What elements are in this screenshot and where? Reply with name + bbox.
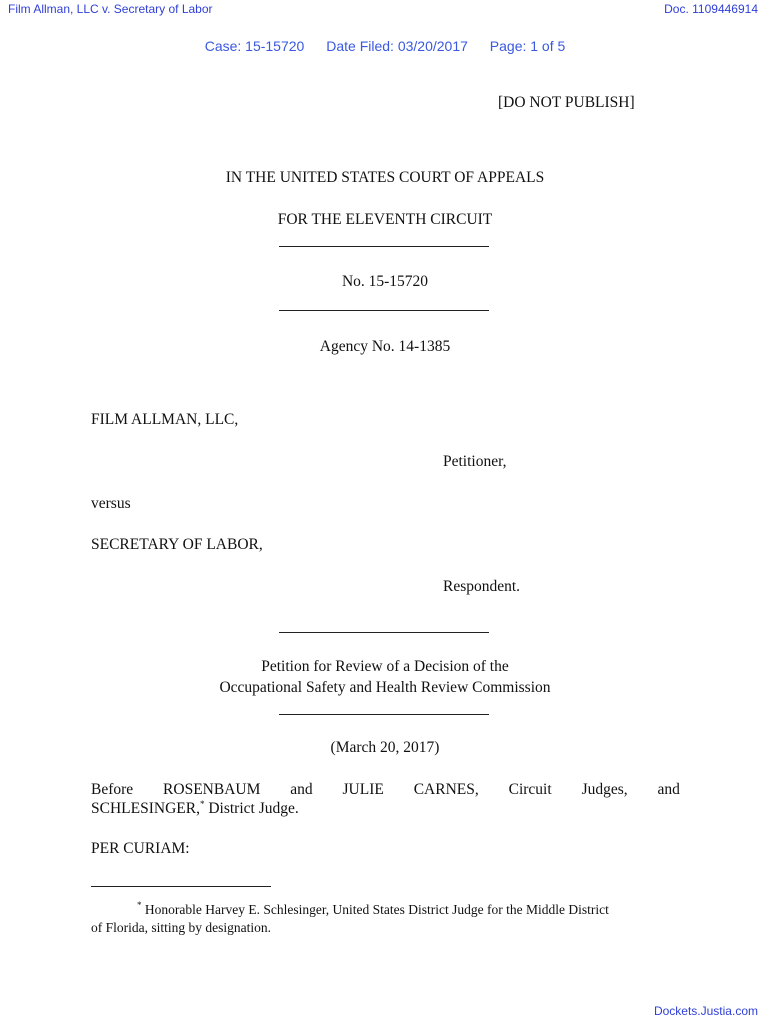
petitioner-name: FILM ALLMAN, LLC, bbox=[91, 411, 239, 428]
decision-date: (March 20, 2017) bbox=[330, 739, 440, 756]
publish-status: [DO NOT PUBLISH] bbox=[498, 94, 635, 111]
footnote-line2: of Florida, sitting by designation. bbox=[91, 920, 271, 935]
petitioner-role: Petitioner, bbox=[443, 453, 507, 470]
footnote-mark: * bbox=[137, 900, 142, 910]
filing-stamp bbox=[0, 38, 770, 54]
district-judge-title: District Judge. bbox=[204, 800, 299, 817]
agency-number: Agency No. 14-1385 bbox=[319, 338, 451, 355]
doc-number-header: Doc. 1109446914 bbox=[664, 2, 758, 16]
stamp-page: Page: 1 of 5 bbox=[489, 38, 566, 54]
footnote-mark: * bbox=[199, 799, 205, 809]
panel-word: Judges, bbox=[581, 781, 628, 798]
case-title-header: Film Allman, LLC v. Secretary of Labor bbox=[8, 2, 213, 16]
stamp-date-filed: Date Filed: 03/20/2017 bbox=[326, 38, 468, 54]
panel-word: ROSENBAUM bbox=[163, 781, 261, 798]
divider-rule bbox=[279, 246, 489, 247]
divider-rule bbox=[279, 714, 489, 715]
court-name-line2: FOR THE ELEVENTH CIRCUIT bbox=[277, 211, 493, 228]
panel-paragraph bbox=[91, 781, 680, 818]
case-number: No. 15-15720 bbox=[341, 273, 429, 290]
court-name-line1: IN THE UNITED STATES COURT OF APPEALS bbox=[225, 169, 545, 186]
stamp-case: Case: 15-15720 bbox=[204, 38, 305, 54]
respondent-name: SECRETARY OF LABOR, bbox=[91, 536, 263, 553]
source-link[interactable]: Dockets.Justia.com bbox=[653, 1004, 758, 1018]
district-judge-name: SCHLESINGER, bbox=[91, 800, 200, 817]
panel-line2 bbox=[91, 799, 680, 818]
petition-line2: Occupational Safety and Health Review Commission bbox=[219, 679, 551, 696]
panel-line1 bbox=[91, 781, 680, 799]
panel-word: Before bbox=[91, 781, 134, 798]
panel-word: JULIE bbox=[342, 781, 384, 798]
panel-word: CARNES, bbox=[413, 781, 479, 798]
petition-line1: Petition for Review of a Decision of the bbox=[261, 658, 509, 675]
footnote-rule bbox=[91, 886, 271, 887]
footnote-line1: Honorable Harvey E. Schlesinger, United States District Judge for the Middle District bbox=[144, 902, 609, 917]
divider-rule bbox=[279, 632, 489, 633]
versus-text: versus bbox=[91, 495, 131, 512]
respondent-role: Respondent. bbox=[443, 578, 521, 595]
divider-rule bbox=[279, 310, 489, 311]
panel-word: and bbox=[290, 781, 313, 798]
panel-word: and bbox=[657, 781, 680, 798]
footnote bbox=[91, 896, 681, 937]
per-curiam: PER CURIAM: bbox=[91, 840, 190, 857]
panel-word: Circuit bbox=[508, 781, 552, 798]
